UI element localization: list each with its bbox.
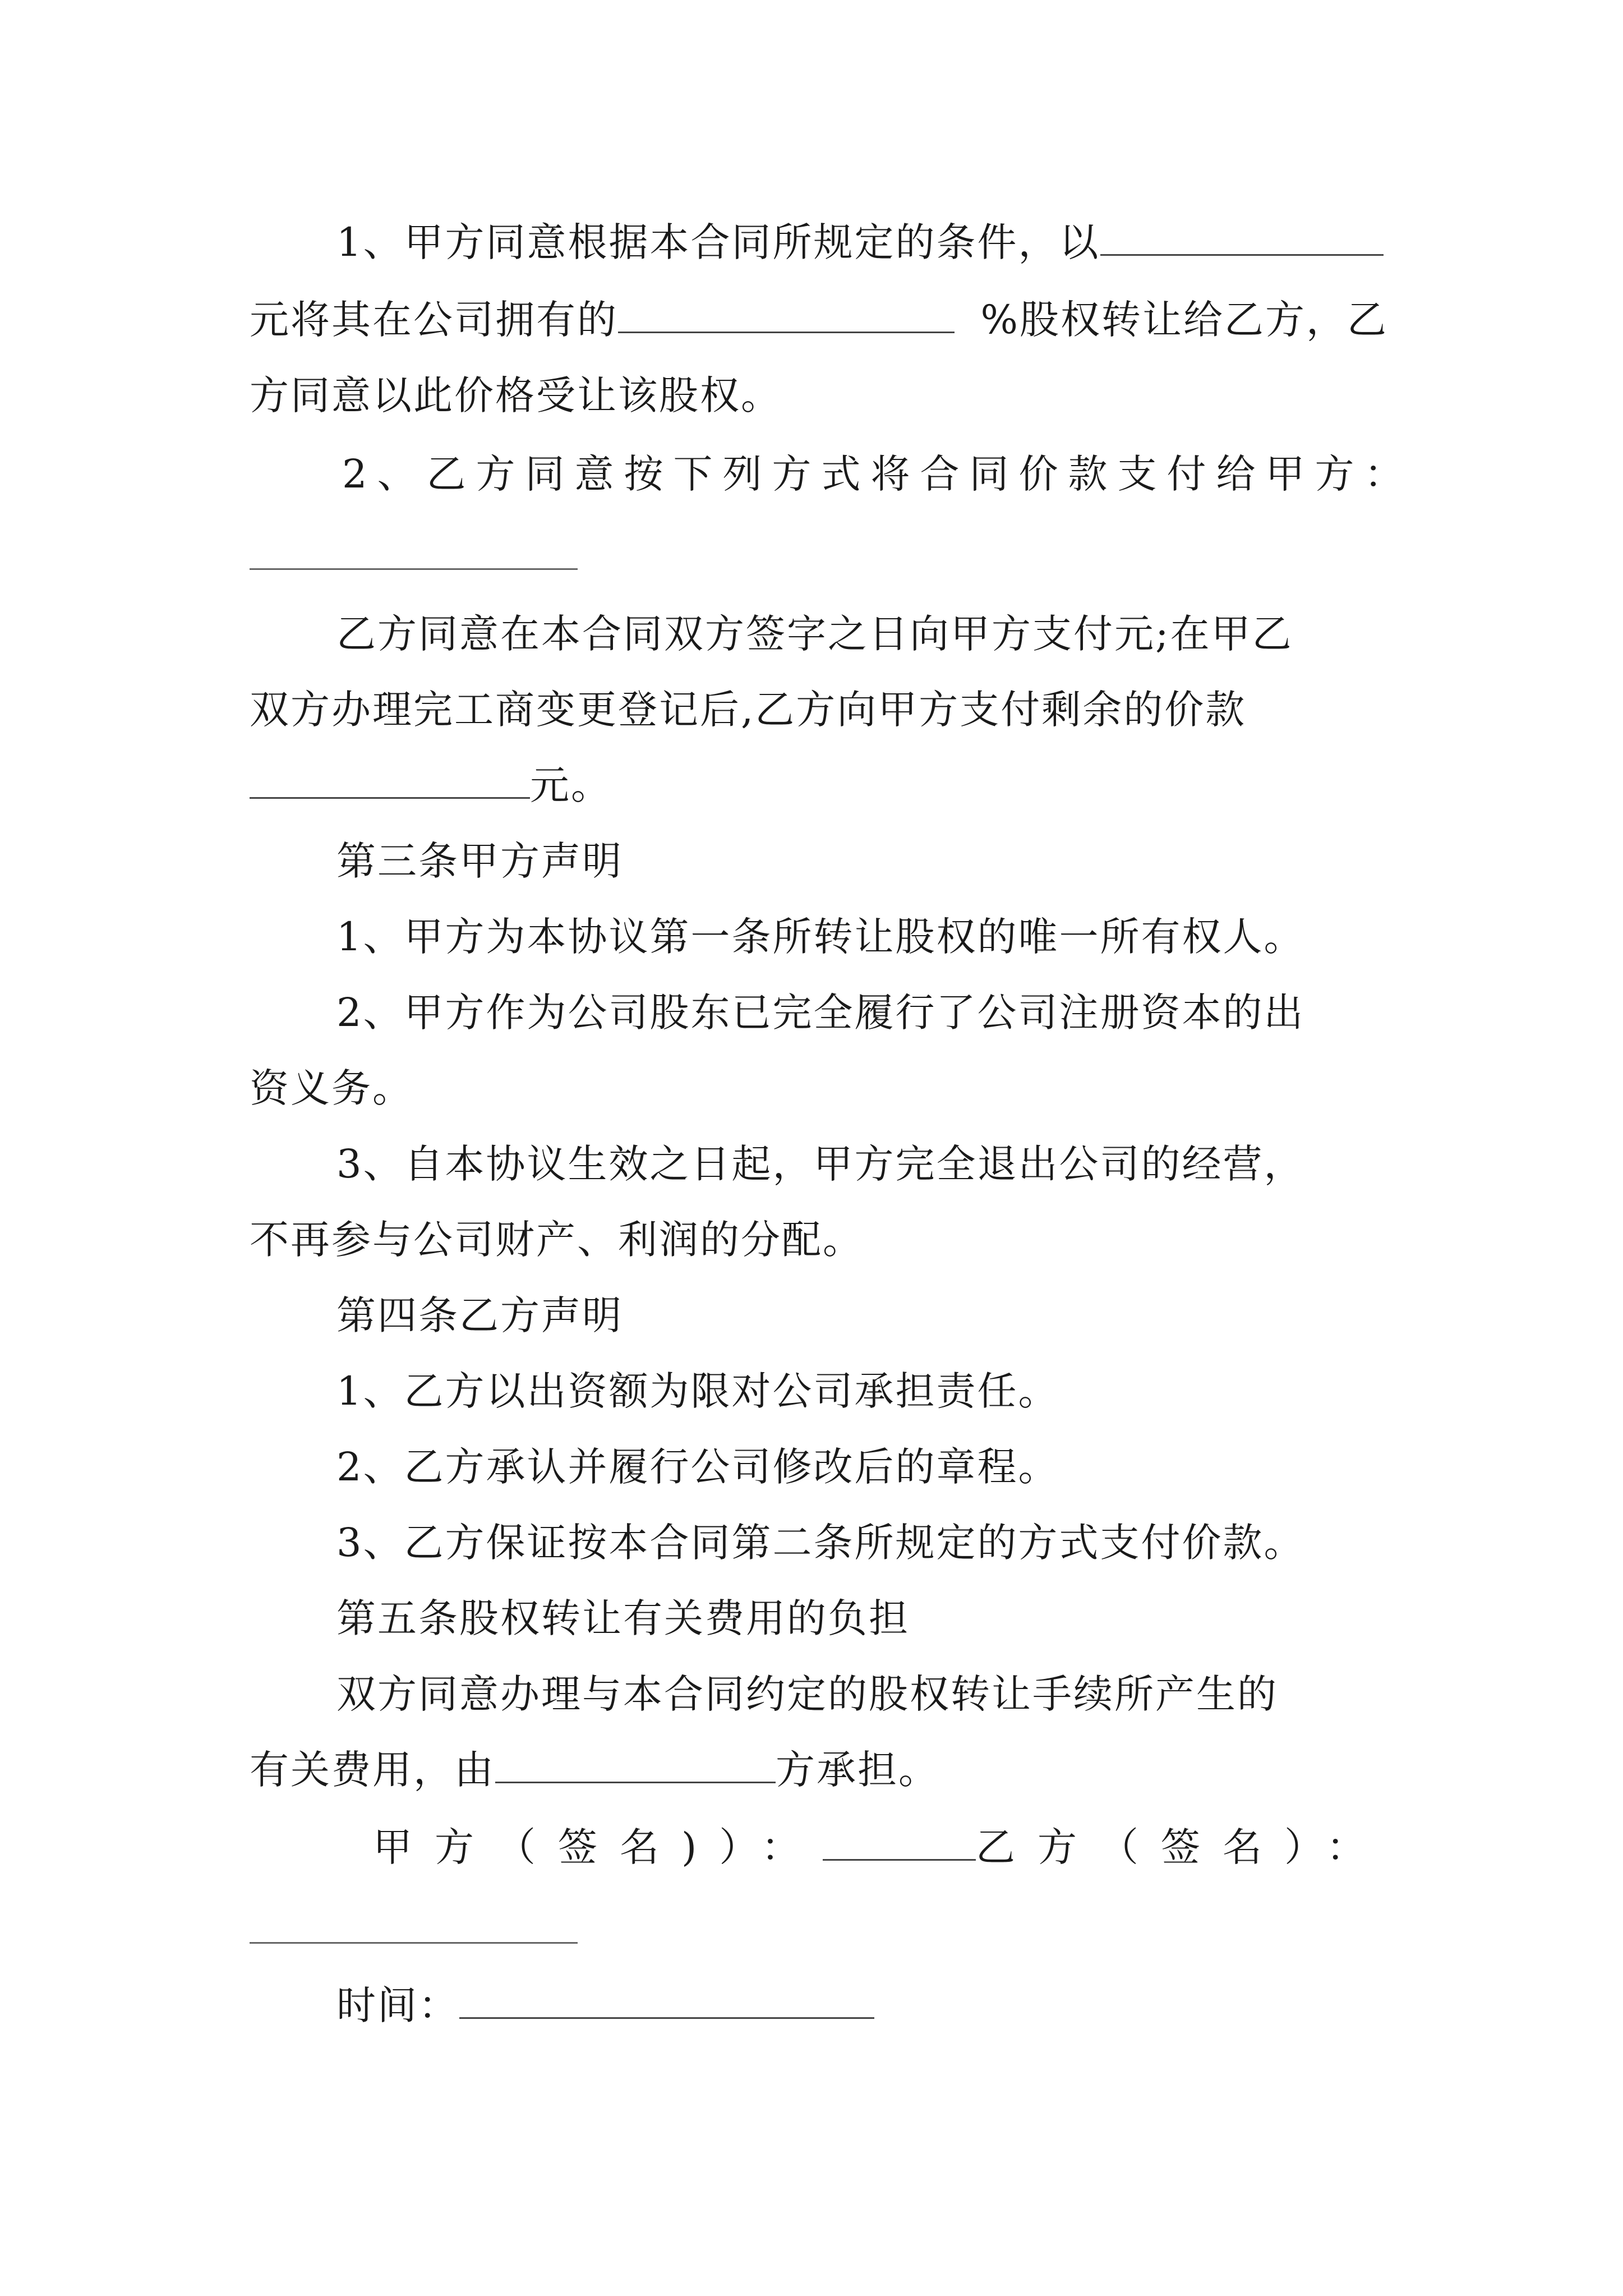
article-item-text: 1、甲方为本协议第一条所转让股权的唯一所有权人。: [336, 914, 1305, 960]
time-label: 时间：: [336, 1982, 459, 2028]
price-clause-text: 1、甲方同意根据本合同所规定的条件，以: [336, 219, 1100, 265]
price-clause-text: 方同意以此价格受让该股权。: [250, 372, 782, 418]
article-item-text: 3、乙方保证按本合同第二条所规定的方式支付价款。: [336, 1520, 1305, 1566]
payment-paragraph-line-2: [250, 682, 1388, 738]
party-b-signature-label: 乙方（签名）：: [976, 1824, 1388, 1870]
time-blank[interactable]: [459, 1984, 874, 2019]
article-3-item-3: [336, 1136, 1388, 1192]
cost-bearer-blank[interactable]: [495, 1748, 776, 1783]
share-percent-blank[interactable]: [618, 298, 955, 333]
price-clause-text: 元将其在公司拥有的: [250, 297, 618, 343]
price-amount-blank[interactable]: [1100, 220, 1384, 256]
payment-paragraph-text: 双方办理完工商变更登记后,乙方向甲方支付剩余的价款: [250, 687, 1247, 733]
article-5-heading: [336, 1590, 1388, 1646]
article-heading-text: 第三条甲方声明: [336, 838, 623, 884]
remaining-amount-blank[interactable]: [250, 763, 530, 799]
article-3-item-1: [336, 909, 1388, 965]
article-item-text: 2、甲方作为公司股东已完全履行了公司注册资本的出: [336, 990, 1305, 1036]
payment-clause-text: 2、乙方同意按下列方式将合同价款支付给甲方：: [342, 451, 1414, 497]
article-3-heading: [336, 833, 1388, 889]
article-4-heading: [336, 1287, 1388, 1343]
payment-paragraph-text: 乙方同意在本合同双方签字之日向甲方支付元;在甲乙: [336, 611, 1293, 657]
article-4-item-3: [336, 1515, 1388, 1571]
price-clause-line-1: [336, 214, 1388, 270]
article-heading-text: 第五条股权转让有关费用的负担: [336, 1595, 910, 1641]
payment-paragraph-line-1: [336, 606, 1388, 662]
payment-paragraph-line-3: [250, 757, 1388, 813]
article-3-item-2-cont: [250, 1060, 1388, 1116]
price-clause-line-3: [250, 367, 1388, 424]
price-clause-line-2: [250, 292, 1388, 348]
article-item-text: 资义务。: [250, 1065, 413, 1111]
price-clause-text: %股权转让给乙方，乙: [980, 297, 1388, 343]
article-body-text: 双方同意办理与本合同约定的股权转让手续所产生的: [336, 1671, 1278, 1717]
article-heading-text: 第四条乙方声明: [336, 1292, 623, 1338]
article-5-body-line-2: [250, 1742, 1388, 1798]
article-item-text: 3、自本协议生效之日起，甲方完全退出公司的经营，: [336, 1141, 1305, 1187]
article-item-text: 1、乙方以出资额为限对公司承担责任。: [336, 1368, 1059, 1414]
article-3-item-3-cont: [250, 1212, 1388, 1268]
payment-clause-line-1: [342, 446, 1414, 502]
article-4-item-1: [336, 1363, 1388, 1419]
article-body-text: 有关费用，由: [250, 1747, 495, 1793]
article-item-text: 2、乙方承认并履行公司修改后的章程。: [336, 1444, 1059, 1490]
article-4-item-2: [336, 1439, 1388, 1495]
party-b-signature-blank[interactable]: [250, 1942, 578, 1944]
time-line: [336, 1977, 1388, 2033]
payment-method-blank[interactable]: [250, 568, 578, 570]
article-item-text: 不再参与公司财产、利润的分配。: [250, 1217, 864, 1263]
article-3-item-2: [336, 984, 1388, 1041]
party-a-signature-label: 甲方（签名)）：: [373, 1824, 823, 1870]
article-5-body-line-1: [336, 1666, 1388, 1722]
payment-paragraph-text: 元。: [530, 762, 612, 808]
article-body-text: 方承担。: [776, 1747, 939, 1793]
signature-line: [373, 1819, 1388, 1875]
party-a-signature-blank[interactable]: [823, 1825, 976, 1861]
